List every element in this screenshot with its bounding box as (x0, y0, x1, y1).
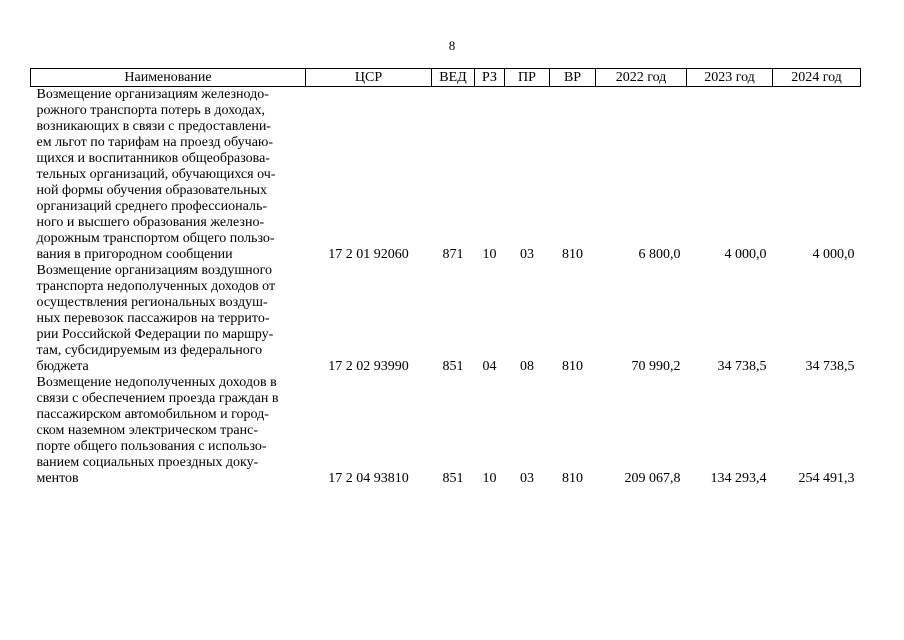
cell-2023: 134 293,4 (710, 471, 767, 486)
name-line: ванием социальных проездных доку- (36, 455, 259, 470)
name-line: организаций среднего профессиональ- (36, 199, 268, 214)
name-line: щихся и воспитанников общеобразова- (36, 151, 270, 166)
cell-2024: 4 000,0 (812, 247, 855, 262)
cell-2024: 254 491,3 (798, 471, 855, 486)
cell-2022: 6 800,0 (638, 247, 681, 262)
header-pr: ПР (505, 69, 550, 87)
header-ved: ВЕД (432, 69, 475, 87)
name-line: возникающих в связи с предоставлени- (36, 119, 271, 134)
table-row (31, 263, 861, 375)
page-number: 8 (448, 38, 456, 53)
header-2022: 2022 год (596, 69, 687, 87)
name-line: рожного транспорта потерь в доходах, (36, 103, 266, 118)
name-line: дорожным транспортом общего пользо- (36, 231, 275, 246)
table-header-row (31, 69, 861, 87)
cell-vr: 810 (562, 247, 583, 262)
name-line: ного и высшего образования железно- (36, 215, 265, 230)
name-line: Возмещение организациям воздушного (36, 263, 272, 278)
cell-vr: 810 (562, 471, 583, 486)
cell-ved: 851 (442, 359, 464, 374)
header-2024: 2024 год (773, 69, 861, 87)
name-line: пассажирском автомобильном и город- (36, 407, 269, 422)
table-row (31, 375, 861, 487)
cell-2023: 4 000,0 (724, 247, 767, 262)
name-line: ском наземном электрическом транс- (36, 423, 259, 438)
cell-2022: 209 067,8 (624, 471, 681, 486)
row-name (31, 263, 306, 375)
cell-2024: 34 738,5 (805, 359, 855, 374)
name-line: тельных организаций, обучающихся оч- (36, 167, 276, 182)
name-line: ных перевозок пассажиров на террито- (36, 311, 270, 326)
cell-2023: 34 738,5 (717, 359, 767, 374)
cell-pr: 03 (520, 247, 534, 262)
cell-csr: 17 2 04 93810 (328, 471, 409, 486)
header-name: Наименование (31, 69, 306, 87)
name-line: там, субсидируемым из федерального (36, 343, 263, 358)
cell-csr: 17 2 01 92060 (328, 247, 409, 262)
table-row (31, 87, 861, 264)
name-line: связи с обеспечением проезда граждан в (36, 391, 279, 406)
budget-table (30, 68, 861, 487)
name-line: рии Российской Федерации по маршру- (36, 327, 274, 342)
name-line: Возмещение недополученных доходов в (36, 375, 277, 390)
cell-ved: 871 (442, 247, 464, 262)
cell-csr: 17 2 02 93990 (328, 359, 409, 374)
header-csr: ЦСР (306, 69, 432, 87)
cell-pr: 03 (520, 471, 534, 486)
name-line: осуществления региональных воздуш- (36, 295, 268, 310)
header-rz: РЗ (475, 69, 505, 87)
cell-pr: 08 (520, 359, 534, 374)
cell-rz: 10 (482, 471, 497, 486)
name-line: ем льгот по тарифам на проезд обучаю- (36, 135, 274, 150)
row-name (31, 375, 306, 487)
cell-rz: 10 (482, 247, 497, 262)
name-line: ментов (36, 471, 79, 486)
cell-2022: 70 990,2 (631, 359, 681, 374)
cell-rz: 04 (482, 359, 497, 374)
name-line: ной формы обучения образовательных (36, 183, 268, 198)
name-line: вания в пригородном сообщении (36, 247, 233, 262)
cell-vr: 810 (562, 359, 583, 374)
header-2023: 2023 год (687, 69, 773, 87)
row-name (31, 87, 306, 264)
name-line: Возмещение организациям железнодо- (36, 87, 269, 102)
name-line: бюджета (36, 359, 89, 374)
cell-ved: 851 (442, 471, 464, 486)
name-line: порте общего пользования с использо- (36, 439, 267, 454)
name-line: транспорта недополученных доходов от (36, 279, 276, 294)
header-vr: ВР (550, 69, 596, 87)
